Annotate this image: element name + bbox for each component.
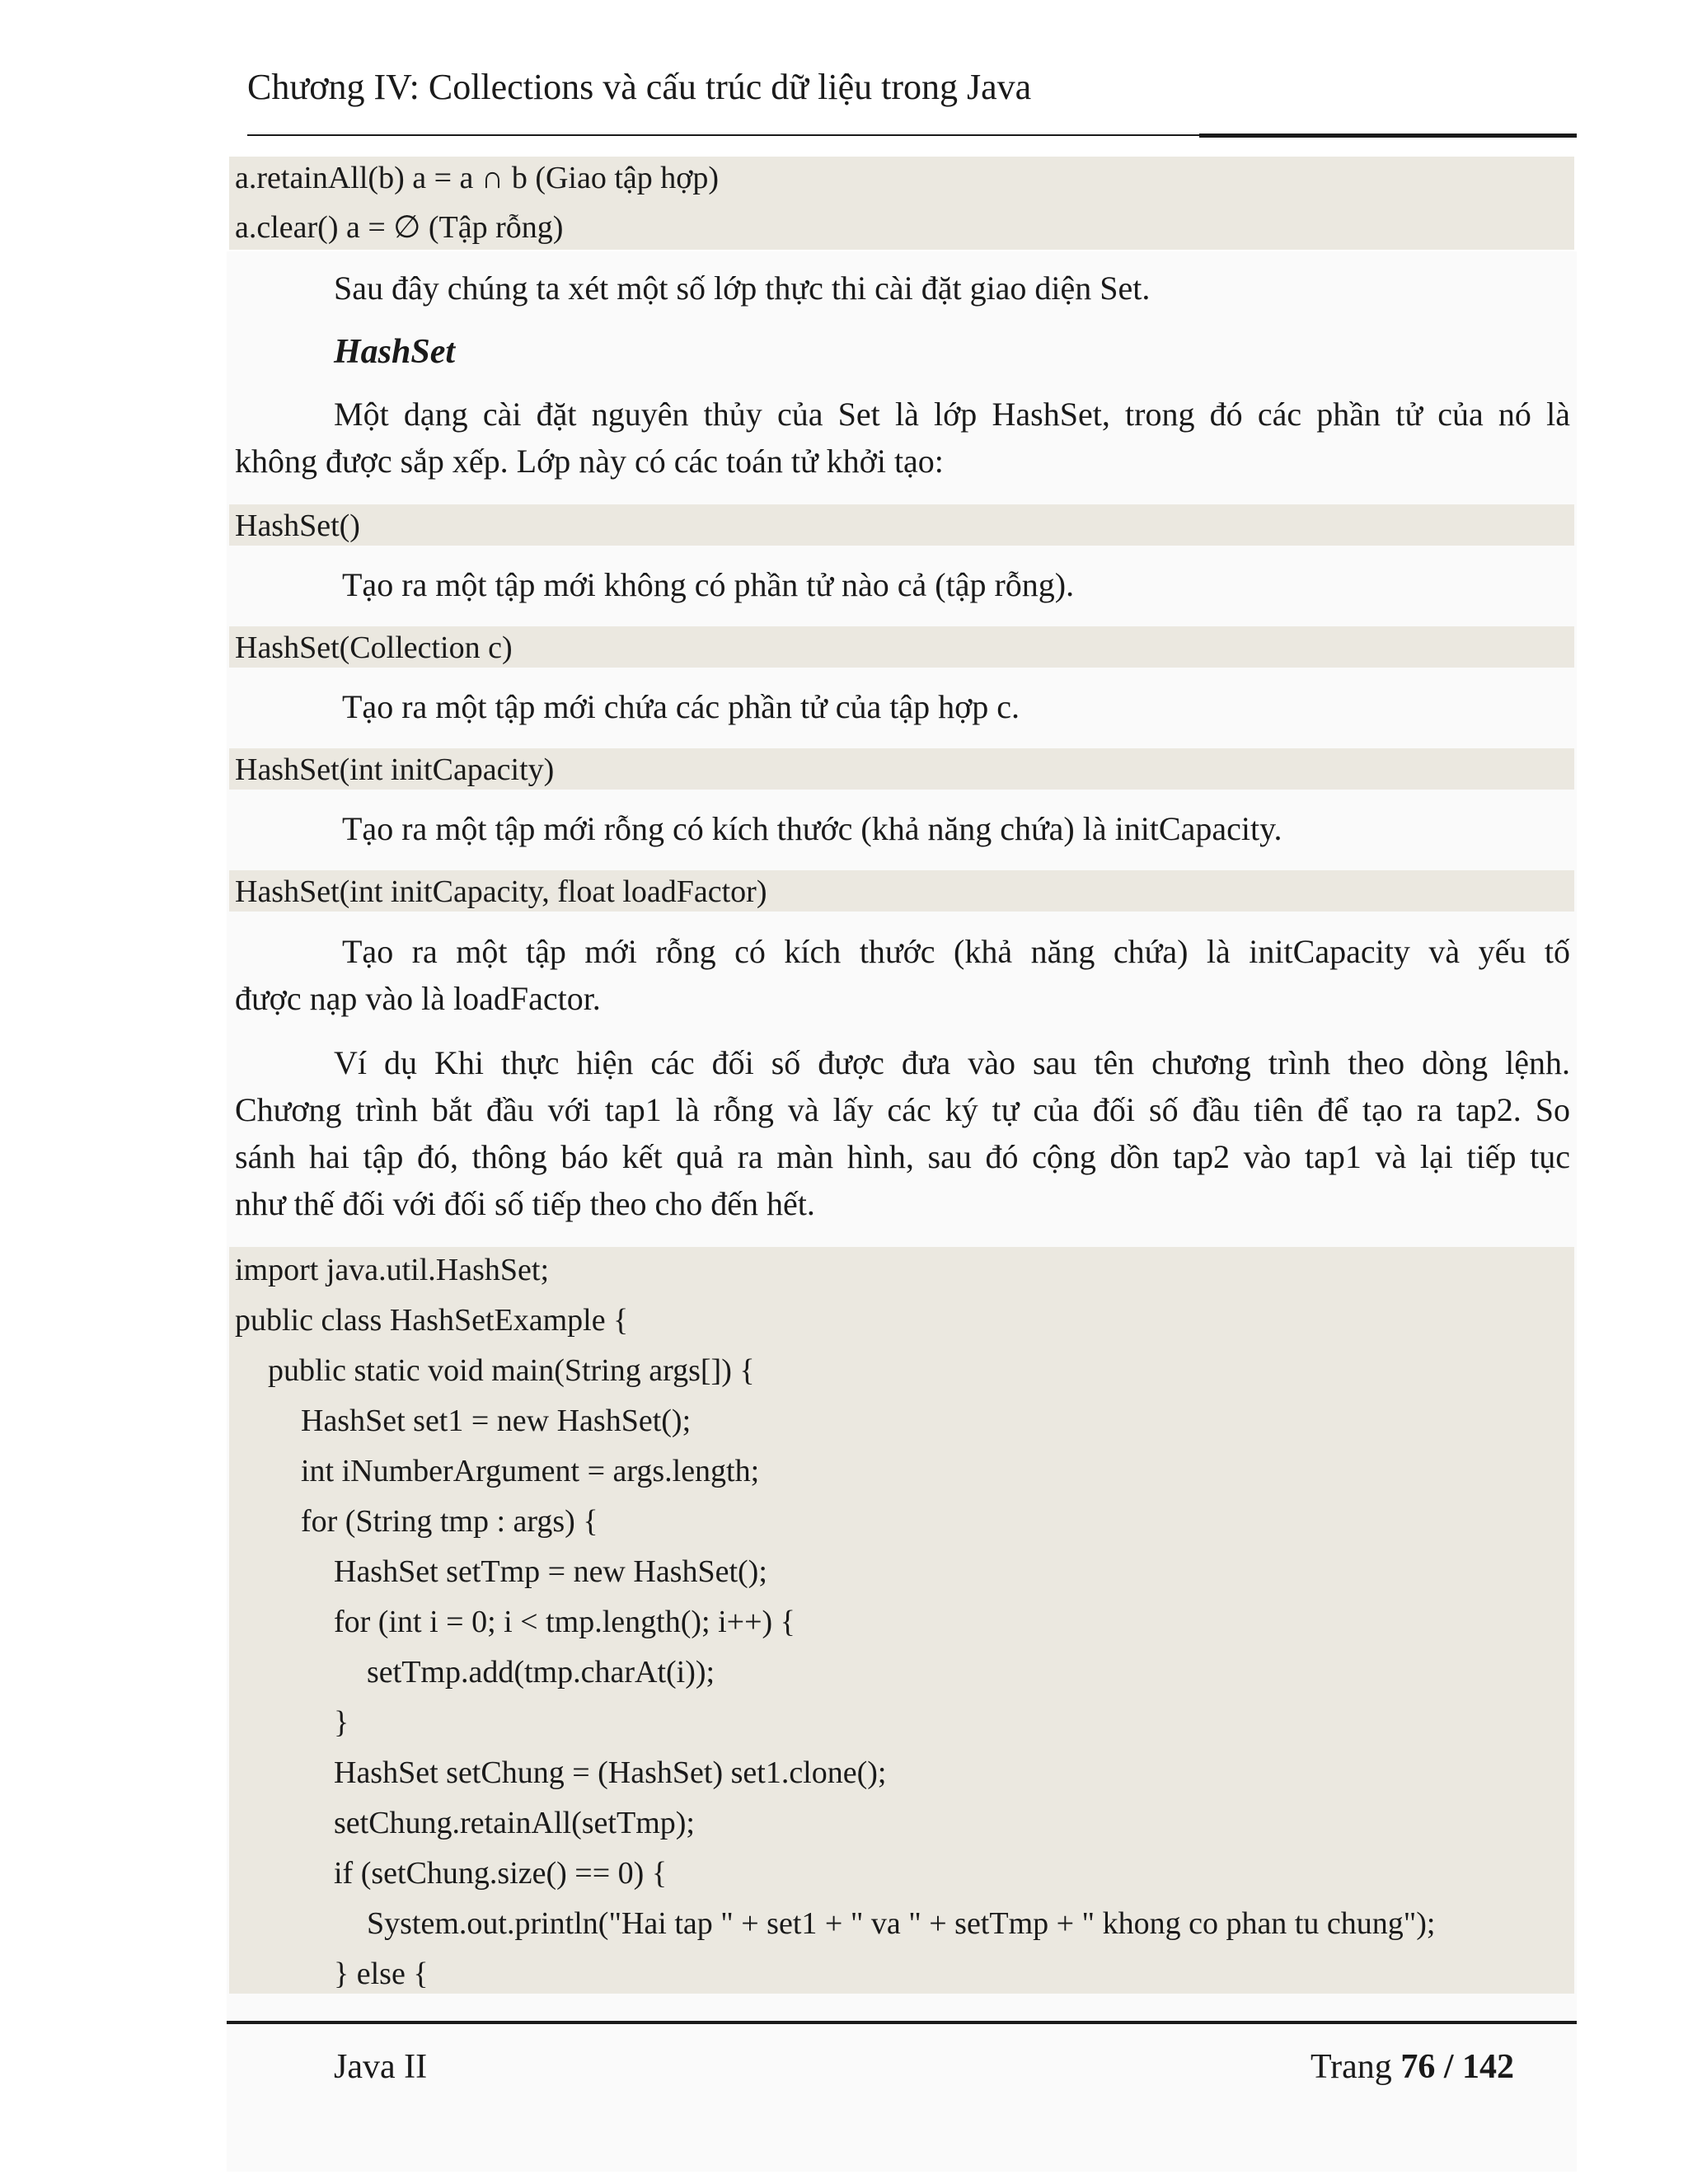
page-current: 76 [1400,2048,1436,2086]
intro-paragraph: Sau đây chúng ta xét một số lớp thực thi cài đặt giao diện Set. [334,269,1151,307]
constructor-description: Tạo ra một tập mới rỗng có kích thước (khả năng chứa) là initCapacity. [342,810,1282,847]
hashset-description-line: Một dạng cài đặt nguyên thủy của Set là lớp HashSet, trong đó các phần tử của nó là [334,396,1570,433]
page-total: 142 [1461,2048,1514,2086]
code-line: public class HashSetExample { [235,1303,629,1338]
code-line: for (int i = 0; i < tmp.length(); i++) { [334,1605,795,1639]
constructor-signature: HashSet(Collection c) [235,630,513,665]
example-paragraph-line: Chương trình bắt đầu với tap1 là rỗng và lấy các ký tự của đối số đầu tiên để tạo ra tap2. So [235,1091,1570,1128]
constructor-signature: HashSet(int initCapacity, float loadFactor) [235,874,767,909]
page-separator: / [1443,2048,1454,2086]
code-line: HashSet set1 = new HashSet(); [301,1404,692,1438]
header-divider-accent [1199,134,1577,138]
constructor-signature: HashSet(int initCapacity) [235,752,555,787]
section-heading: HashSet [334,333,456,371]
code-line: HashSet setChung = (HashSet) set1.clone(); [334,1755,887,1790]
code-line: setChung.retainAll(setTmp); [334,1806,695,1840]
constructor-code-block [229,504,1574,546]
example-paragraph-line: Ví dụ Khi thực hiện các đối số được đưa vào sau tên chương trình theo dòng lệnh. [334,1044,1570,1081]
code-line: a.retainAll(b) a = a ∩ b (Giao tập hợp) [235,161,720,195]
example-paragraph-line: sánh hai tập đó, thông báo kết quả ra màn hình, sau đó cộng dồn tap2 vào tap1 và lại tiếp tục [235,1138,1570,1175]
chapter-title: Chương IV: Collections và cấu trúc dữ liệu trong Java [247,67,1032,107]
code-line: setTmp.add(tmp.charAt(i)); [367,1655,715,1690]
constructor-description: Tạo ra một tập mới chứa các phần tử của tập hợp c. [342,688,1020,725]
footer-divider [227,2021,1577,2024]
footer-course-name: Java II [334,2048,428,2086]
code-line: } [334,1705,349,1740]
code-line: a.clear() a = ∅ (Tập rỗng) [235,210,564,245]
constructor-description: được nạp vào là loadFactor. [235,980,601,1017]
code-line: public static void main(String args[]) { [268,1353,755,1388]
code-line: if (setChung.size() == 0) { [334,1856,668,1891]
page-label: Trang [1311,2048,1392,2086]
constructor-signature: HashSet() [235,509,360,543]
code-line: HashSet setTmp = new HashSet(); [334,1554,767,1589]
code-line: for (String tmp : args) { [301,1504,598,1539]
hashset-description-line: không được sắp xếp. Lớp này có các toán tử khởi tạo: [235,443,944,480]
code-line: int iNumberArgument = args.length; [301,1454,760,1488]
constructor-description: Tạo ra một tập mới rỗng có kích thước (khả năng chứa) là initCapacity và yếu tố [342,933,1570,970]
code-line: import java.util.HashSet; [235,1253,550,1287]
constructor-description: Tạo ra một tập mới không có phần tử nào cả (tập rỗng). [342,566,1075,603]
page-number [1311,2047,1514,2087]
code-line: System.out.println("Hai tap " + set1 + " va " + setTmp + " khong co phan tu chung"); [367,1906,1436,1941]
code-line: } else { [334,1957,429,1991]
example-paragraph-line: như thế đối với đối số tiếp theo cho đến hết. [235,1185,815,1222]
